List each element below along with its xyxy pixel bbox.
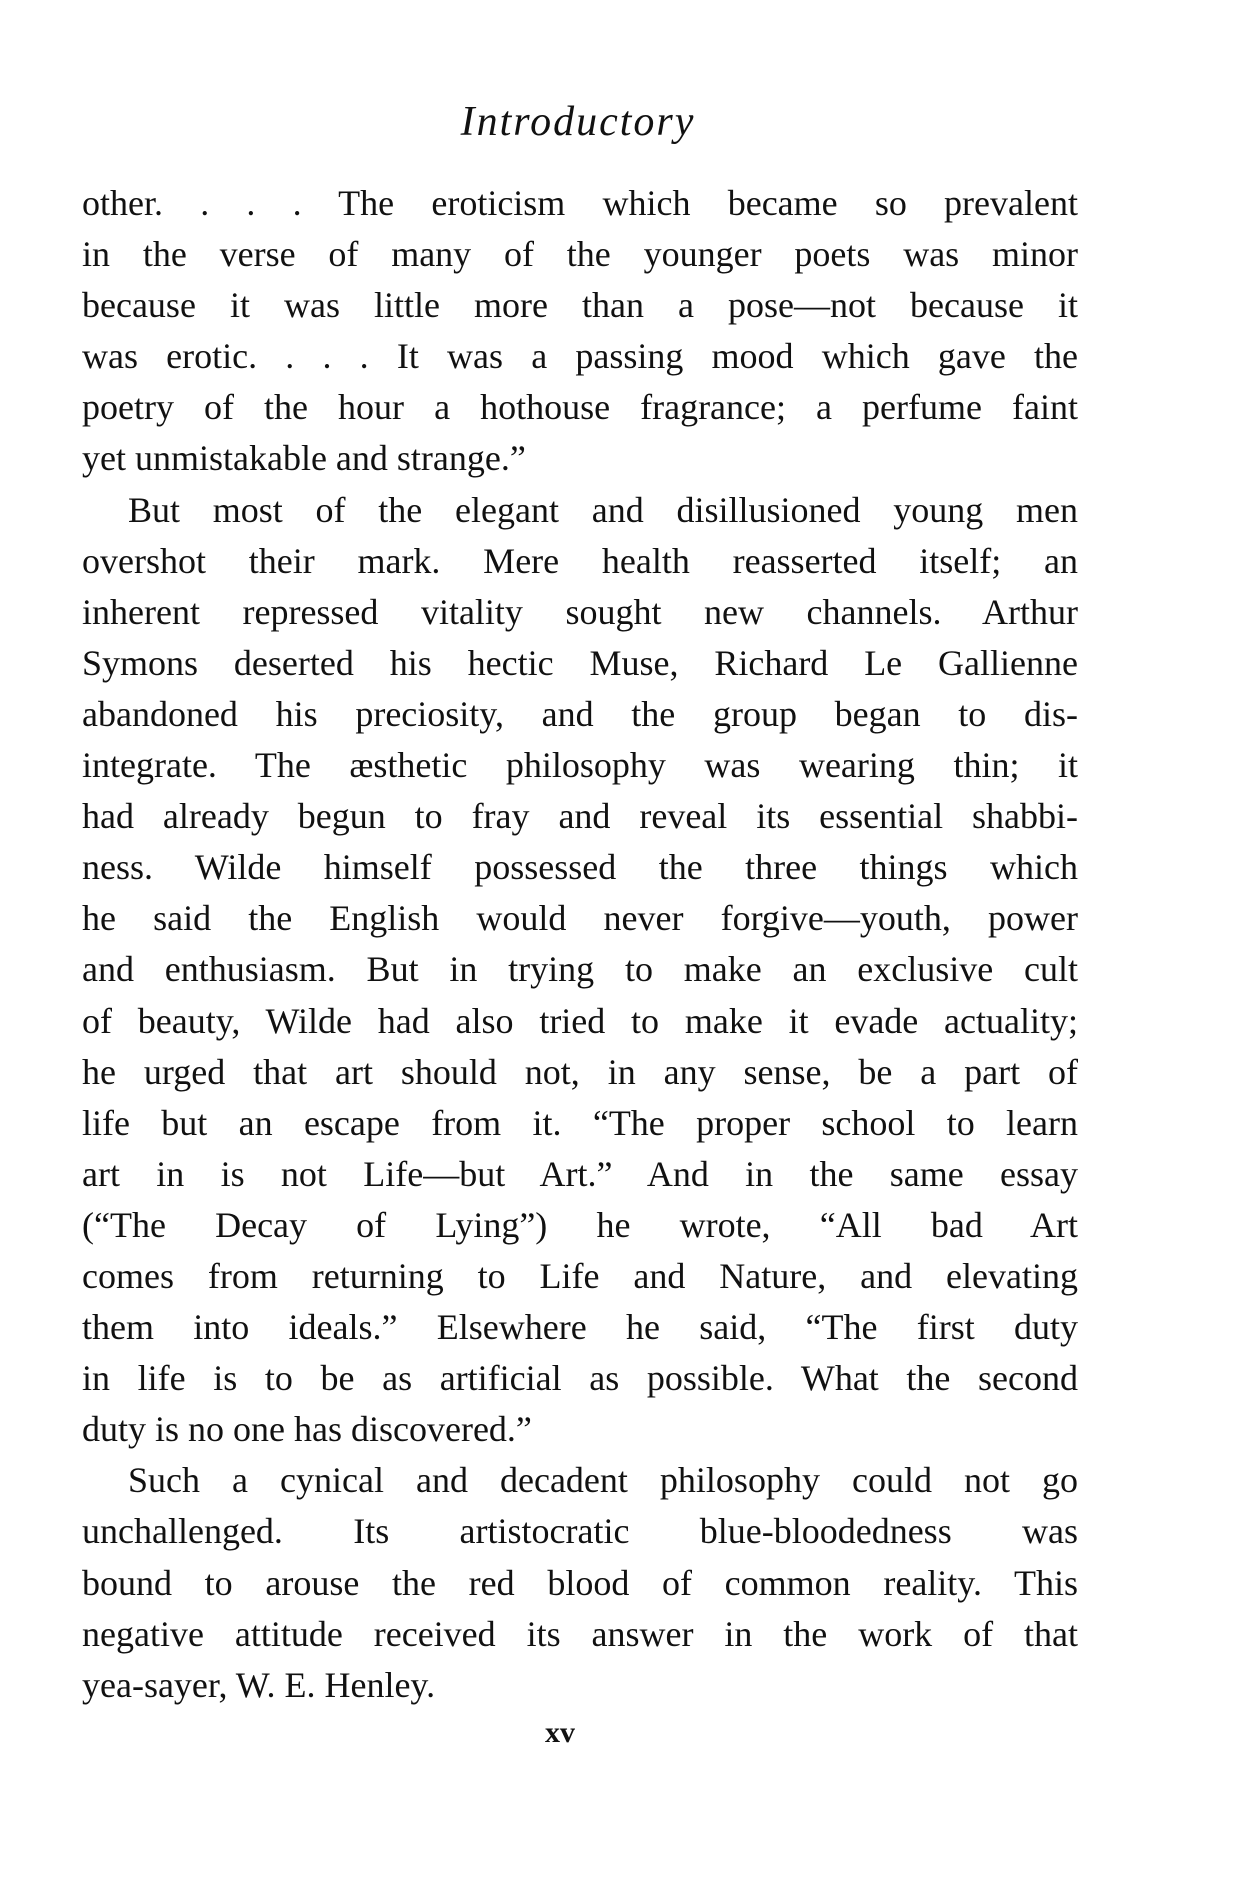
paragraph xyxy=(82,1455,1078,1710)
text-line: inherent repressed vitality sought new channels. Arthur xyxy=(82,591,1078,632)
text-line: unchallenged. Its artistocratic blue-bloodedness was xyxy=(82,1511,1078,1552)
text-line: overshot their mark. Mere health reasserted itself; an xyxy=(82,540,1078,581)
text-line: ness. Wilde himself possessed the three things which xyxy=(82,847,1078,888)
text-line: had already begun to fray and reveal its essential shabbi- xyxy=(82,796,1078,837)
page-body xyxy=(82,178,1078,1711)
page-number: xv xyxy=(545,1716,575,1749)
text-line: he said the English would never forgive—youth, power xyxy=(82,898,1078,939)
text-line: duty is no one has discovered.” xyxy=(82,1409,532,1450)
text-line: in the verse of many of the younger poets was minor xyxy=(82,234,1078,275)
paragraph xyxy=(82,178,1078,485)
text-line: comes from returning to Life and Nature, and elevating xyxy=(82,1255,1078,1296)
text-line: negative attitude received its answer in the work of that xyxy=(82,1613,1078,1654)
text-line: because it was little more than a pose—not because it xyxy=(82,285,1078,326)
text-line: other. . . . The eroticism which became so prevalent xyxy=(82,183,1078,223)
text-line: them into ideals.” Elsewhere he said, “The first duty xyxy=(82,1307,1078,1348)
text-line: poetry of the hour a hothouse fragrance; a perfume faint xyxy=(82,387,1078,428)
text-line: integrate. The æsthetic philosophy was wearing thin; it xyxy=(82,745,1078,786)
text-line: abandoned his preciosity, and the group began to dis- xyxy=(82,693,1078,734)
text-line: life but an escape from it. “The proper school to learn xyxy=(82,1102,1078,1143)
running-head-title: Introductory xyxy=(460,99,696,145)
text-line: But most of the elegant and disillusioned young men xyxy=(128,489,1078,530)
paragraph xyxy=(82,485,1078,1456)
text-line: he urged that art should not, in any sense, be a part of xyxy=(82,1051,1078,1092)
text-line: Symons deserted his hectic Muse, Richard Le Gallienne xyxy=(82,642,1078,683)
text-line: Such a cynical and decadent philosophy could not go xyxy=(128,1460,1078,1501)
text-line: in life is to be as artificial as possible. What the second xyxy=(82,1358,1078,1399)
text-line: yea-sayer, W. E. Henley. xyxy=(82,1664,436,1705)
text-line: art in is not Life—but Art.” And in the same essay xyxy=(82,1153,1078,1194)
text-line: bound to arouse the red blood of common reality. This xyxy=(82,1562,1078,1603)
text-line: yet unmistakable and strange.” xyxy=(82,438,526,479)
text-line: of beauty, Wilde had also tried to make it evade actuality; xyxy=(82,1000,1078,1041)
text-line: and enthusiasm. But in trying to make an exclusive cult xyxy=(82,949,1078,990)
text-line: was erotic. . . . It was a passing mood which gave the xyxy=(82,336,1078,377)
text-line: (“The Decay of Lying”) he wrote, “All bad Art xyxy=(82,1204,1078,1245)
